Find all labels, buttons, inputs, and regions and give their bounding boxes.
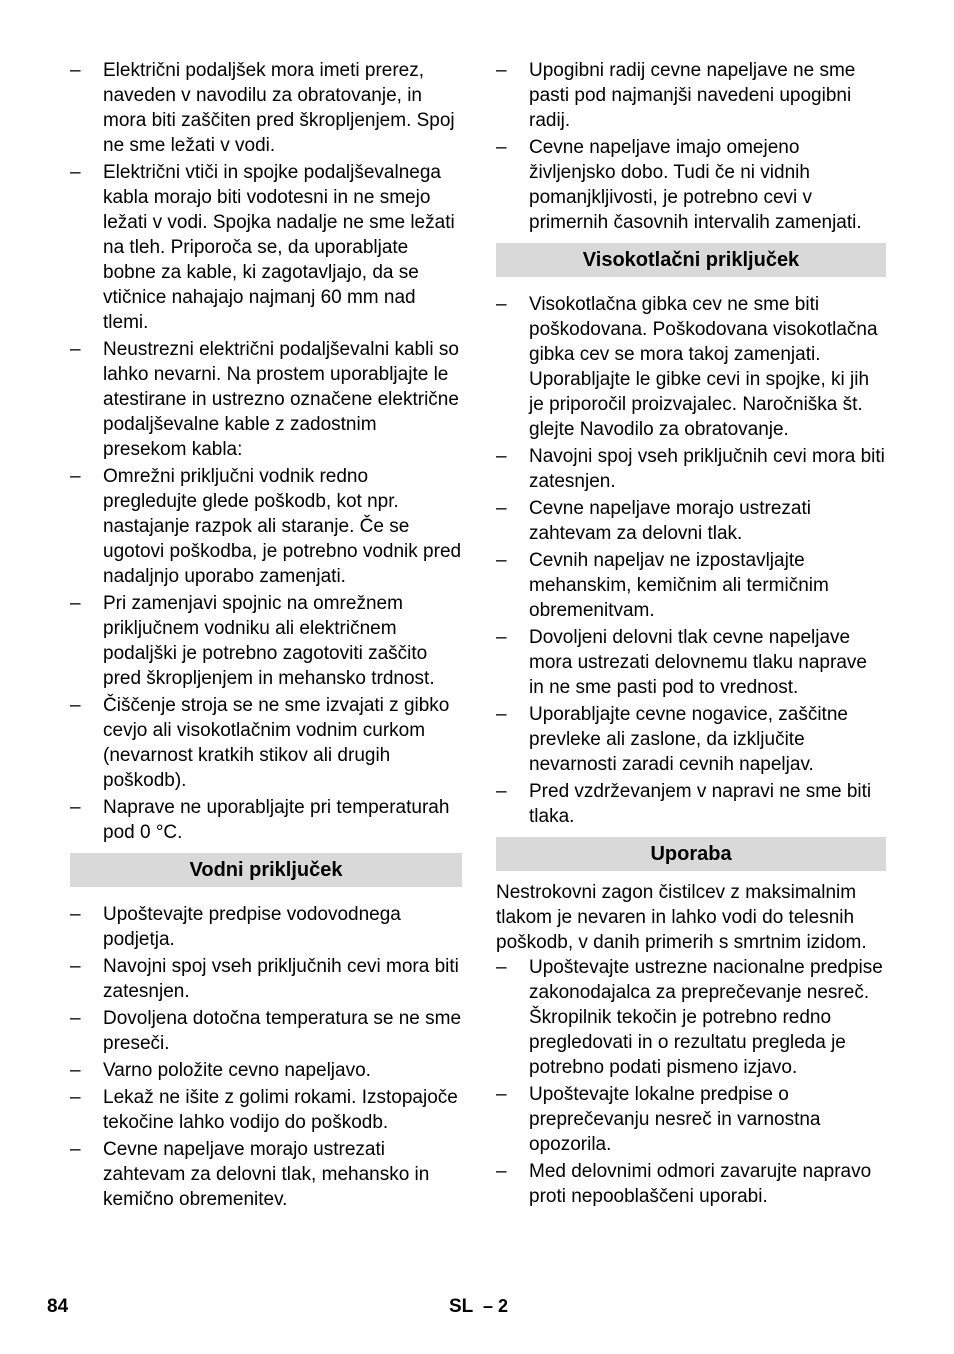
list-item-text: Uporabljajte cevne nogavice, zaščitne prevleke ali zaslone, da izključite nevarnosti zaradi cevnih napeljav. [529,704,848,775]
list-item [70,1058,462,1083]
list-item-text: Upoštevajte predpise vodovodnega podjetja. [103,904,401,950]
list-item [70,954,462,1004]
list-item-text: Omrežni priključni vodnik redno pregledujte glede poškodb, kot npr. nastajanje razpok ali staranje. Če se ugotovi poškodba, je potrebno vodnik pred nadaljnjo uporabo zamenjati. [103,466,462,587]
list-item-text: Navojni spoj vseh priključnih cevi mora biti zatesnjen. [529,446,885,492]
bullet-dash: – [496,60,507,81]
right-list [496,58,886,235]
list-item-text: Pred vzdrževanjem v napravi ne sme biti tlaka. [529,781,872,827]
bullet-dash: – [496,704,507,725]
list-item [496,955,886,1080]
list-item-text: Cevne napeljave morajo ustrezati zahtevam za delovni tlak. [529,498,811,544]
bullet-dash: – [70,593,81,614]
list-item [70,58,462,158]
list-item [496,1082,886,1157]
list-item [496,292,886,442]
bullet-dash: – [70,466,81,487]
list-item [496,625,886,700]
list-item [70,693,462,793]
list-item [70,1085,462,1135]
bullet-dash: – [496,498,507,519]
section-header-water: Vodni priključek [70,853,462,887]
list-item-text: Cevnih napeljav ne izpostavljajte mehanskim, kemičnim ali termičnim obremenitvam. [529,550,829,621]
list-item [70,337,462,462]
left-list [70,58,462,845]
bullet-dash: – [70,1087,81,1108]
bullet-dash: – [496,957,507,978]
bullet-dash: – [70,162,81,183]
section-header-use: Uporaba [496,837,886,871]
bullet-dash: – [70,695,81,716]
list-item-text: Upoštevajte ustrezne nacionalne predpise zakonodajalca za preprečevanje nesreč. Škropilnik tekočin je potrebno redno pregledovati in o rezultatu pregleda je potrebno podati pismeno izjavo. [529,957,883,1078]
list-item-text: Cevne napeljave imajo omejeno življenjsko dobo. Tudi če ni vidnih pomanjkljivosti, je potrebno cevi v primernih časovnih intervalih zamenjati. [529,137,862,233]
list-item [70,464,462,589]
bullet-dash: – [70,956,81,977]
list-item-text: Upogibni radij cevne napeljave ne sme pasti pod najmanjši navedeni upogibni radij. [529,60,856,131]
list-item-text: Dovoljeni delovni tlak cevne napeljave mora ustrezati delovnemu tlaku naprave in ne sme pasti pod to vrednost. [529,627,867,698]
list-item-text: Cevne napeljave morajo ustrezati zahtevam za delovni tlak, mehansko in kemično obremenitev. [103,1139,430,1210]
bullet-dash: – [70,60,81,81]
list-item [70,591,462,691]
list-item-text: Lekaž ne išite z golimi rokami. Izstopajoče tekočine lahko vodijo do poškodb. [103,1087,458,1133]
list-item-text: Varno položite cevno napeljavo. [103,1060,371,1081]
list-item-text: Čiščenje stroja se ne sme izvajati z gibko cevjo ali visokotlačnim vodnim curkom (nevarnost kratkih stikov ali drugih poškodb). [103,695,450,791]
list-item-text: Navojni spoj vseh priključnih cevi mora biti zatesnjen. [103,956,459,1002]
page-number: 84 [47,1296,69,1317]
list-item-text: Med delovnimi odmori zavarujte napravo proti nepooblaščeni uporabi. [529,1161,872,1207]
list-item [70,795,462,845]
list-item-text: Dovoljena dotočna temperatura se ne sme preseči. [103,1008,462,1054]
bullet-dash: – [70,1060,81,1081]
list-item [70,1006,462,1056]
list-item [496,496,886,546]
list-item-text: Neustrezni električni podaljševalni kabli so lahko nevarni. Na prostem uporabljajte le atestirane in ustrezno označene električne podaljševalne kable z zadostnim presekom kabla: [103,339,459,460]
list-item [70,1137,462,1212]
language-code: SL [449,1296,474,1317]
use-list [496,955,886,1209]
list-item [496,779,886,829]
bullet-dash: – [70,797,81,818]
list-item [70,160,462,335]
bullet-dash: – [496,137,507,158]
list-item [496,58,886,133]
list-item-text: Naprave ne uporabljajte pri temperaturah pod 0 °C. [103,797,450,843]
section-page-number: – 2 [483,1296,509,1316]
list-item [496,1159,886,1209]
bullet-dash: – [496,1161,507,1182]
list-item [496,702,886,777]
bullet-dash: – [496,627,507,648]
list-item [496,444,886,494]
bullet-dash: – [70,339,81,360]
water-list [70,902,462,1212]
bullet-dash: – [496,446,507,467]
section-header-high-pressure: Visokotlačni priključek [496,243,886,277]
bullet-dash: – [70,904,81,925]
bullet-dash: – [496,550,507,571]
bullet-dash: – [496,294,507,315]
list-item-text: Električni podaljšek mora imeti prerez, naveden v navodilu za obratovanje, in mora biti zaščiten pred škropljenjem. Spoj ne sme ležati v vodi. [103,60,455,156]
bullet-dash: – [70,1008,81,1029]
list-item [496,135,886,235]
high-pressure-list [496,292,886,829]
list-item [70,902,462,952]
right-column [496,58,886,1211]
list-item [496,548,886,623]
bullet-dash: – [496,781,507,802]
bullet-dash: – [70,1139,81,1160]
list-item-text: Upoštevajte lokalne predpise o preprečevanju nesreč in varnostna opozorila. [529,1084,821,1155]
list-item-text: Električni vtiči in spojke podaljševalnega kabla morajo biti vodotesni in ne smejo ležati v vodi. Spojka nadalje ne sme ležati na tleh. Priporoča se, da uporabljate bobne za kable, ki zagotavljajo, da se vtičnice nahajajo najmanj 60 mm nad tlemi. [103,162,455,333]
bullet-dash: – [496,1084,507,1105]
list-item-text: Pri zamenjavi spojnic na omrežnem priključnem vodniku ali električnem podaljški je potrebno zagotoviti zaščito pred škropljenjem in mehansko trdnost. [103,593,435,689]
left-column [70,58,462,1214]
list-item-text: Visokotlačna gibka cev ne sme biti poškodovana. Poškodovana visokotlačna gibka cev se mora takoj zamenjati. Uporabljajte le gibke cevi in spojke, ki jih je priporočil proizvajalec. Naročniška št. glejte Navodilo za obratovanje. [529,294,878,440]
use-intro: Nestrokovni zagon čistilcev z maksimalnim tlakom je nevaren in lahko vodi do telesnih poškodb, v danih primerih s smrtnim izidom. [496,882,867,953]
